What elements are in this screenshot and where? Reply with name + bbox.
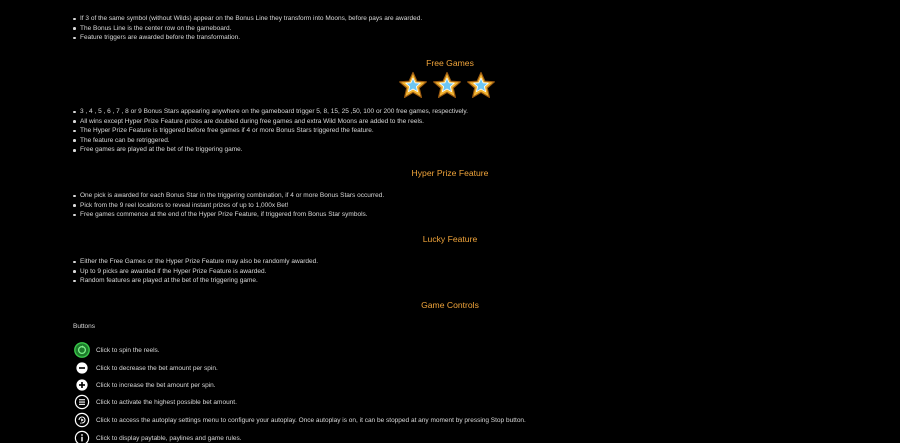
wild-moon-rules xyxy=(73,14,853,43)
control-row-info xyxy=(74,430,874,443)
plus-icon xyxy=(74,377,90,393)
list-item: Pick from the 9 reel locations to reveal instant prizes of up to 1,000x Bet! xyxy=(73,201,853,211)
bonus-star-icons xyxy=(396,70,496,100)
bonus-star-icon xyxy=(434,73,461,98)
decrease-bet-description: Click to decrease the bet amount per spin. xyxy=(96,364,218,372)
control-row-autoplay xyxy=(74,412,874,428)
game-controls-heading: Game Controls xyxy=(421,300,479,310)
hyper-prize-rules xyxy=(73,191,853,220)
bonus-star-icon xyxy=(468,73,495,98)
list-item: The feature can be retriggered. xyxy=(73,136,853,146)
list-item: The Hyper Prize Feature is triggered before free games if 4 or more Bonus Stars triggered the feature. xyxy=(73,126,853,136)
max-bet-description: Click to activate the highest possible bet amount. xyxy=(96,398,237,406)
control-row-max-bet xyxy=(74,394,874,410)
list-item: Free games commence at the end of the Hyper Prize Feature, if triggered from Bonus Star symbols. xyxy=(73,210,853,220)
control-row-increase xyxy=(74,377,874,393)
hyper-prize-heading: Hyper Prize Feature xyxy=(411,168,489,178)
spin-description: Click to spin the reels. xyxy=(96,346,160,354)
lucky-feature-heading: Lucky Feature xyxy=(422,234,478,244)
info-icon xyxy=(74,430,90,443)
buttons-label: Buttons xyxy=(73,323,96,330)
minus-icon xyxy=(74,360,90,376)
list-item: If 3 of the same symbol (without Wilds) appear on the Bonus Line they transform into Moons, before pays are awarded. xyxy=(73,14,853,24)
lucky-feature-rules xyxy=(73,257,853,286)
list-item: Either the Free Games or the Hyper Prize Feature may also be randomly awarded. xyxy=(73,257,853,267)
list-item: Random features are played at the bet of the triggering game. xyxy=(73,276,853,286)
free-games-heading: Free Games xyxy=(426,58,474,68)
spin-icon xyxy=(74,342,90,358)
autoplay-description: Click to access the autoplay settings menu to configure your autoplay. Once autoplay is on, it can be stopped at any moment by pressing Stop button. xyxy=(96,416,526,424)
list-item: Feature triggers are awarded before the transformation. xyxy=(73,33,853,43)
free-games-rules xyxy=(73,107,853,155)
autoplay-icon xyxy=(74,412,90,428)
list-item: The Bonus Line is the center row on the gameboard. xyxy=(73,24,853,34)
list-item: 3 , 4 , 5 , 6 , 7 , 8 or 9 Bonus Stars appearing anywhere on the gameboard trigger 5, 8, 15, 25 ,50, 100 or 200 free games, respectively. xyxy=(73,107,853,117)
max-bet-icon xyxy=(74,394,90,410)
increase-bet-description: Click to increase the bet amount per spin. xyxy=(96,381,216,389)
control-row-spin xyxy=(74,342,874,358)
list-item: Up to 9 picks are awarded if the Hyper Prize Feature is awarded. xyxy=(73,267,853,277)
control-row-decrease xyxy=(74,360,874,376)
bonus-star-icon xyxy=(400,73,427,98)
list-item: Free games are played at the bet of the triggering game. xyxy=(73,145,853,155)
info-description: Click to display paytable, paylines and game rules. xyxy=(96,434,242,442)
list-item: One pick is awarded for each Bonus Star in the triggering combination, if 4 or more Bonus Stars occurred. xyxy=(73,191,853,201)
list-item: All wins except Hyper Prize Feature prizes are doubled during free games and extra Wild Moons are added to the reels. xyxy=(73,117,853,127)
